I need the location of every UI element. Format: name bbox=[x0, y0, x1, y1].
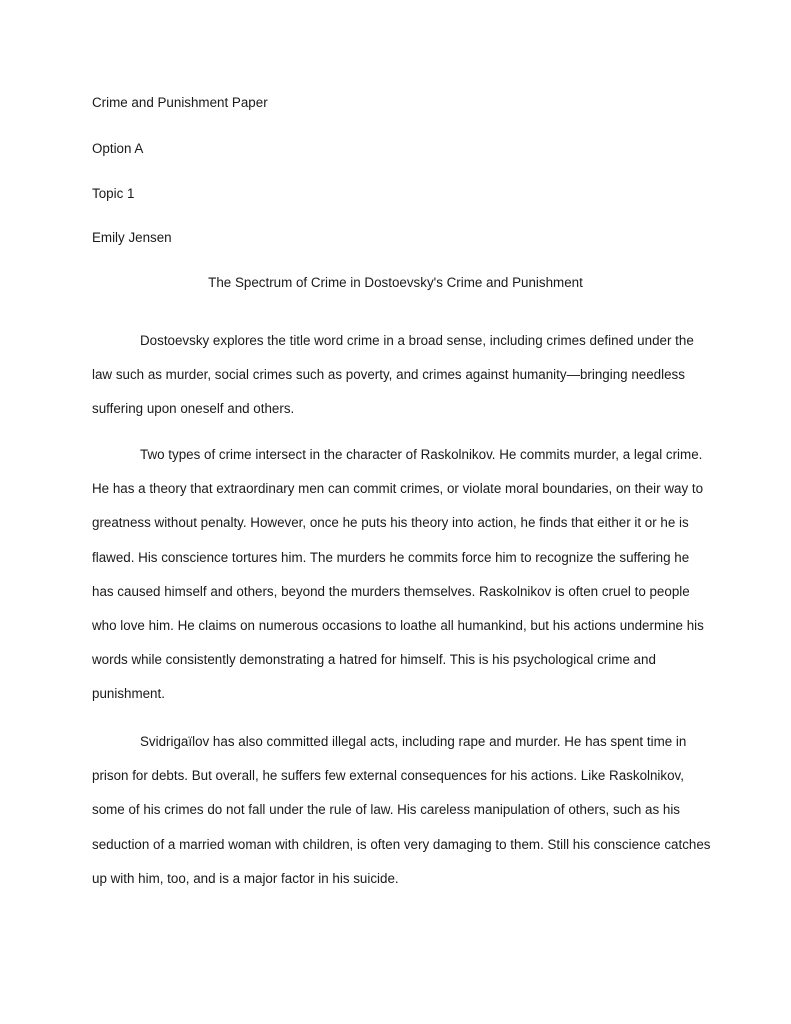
paper-title: The Spectrum of Crime in Dostoevsky's Crime and Punishment bbox=[208, 275, 583, 290]
paragraph-line: Dostoevsky explores the title word crime in a broad sense, including crimes defined under the bbox=[140, 333, 694, 348]
paragraph-line: punishment. bbox=[92, 686, 165, 701]
option-heading: Option A bbox=[92, 141, 144, 156]
paragraph-line: has caused himself and others, beyond the murders themselves. Raskolnikov is often cruel to people bbox=[92, 584, 690, 599]
paragraph-line: words while consistently demonstrating a hatred for himself. This is his psychological crime and bbox=[92, 652, 656, 667]
paragraph-line: flawed. His conscience tortures him. The murders he commits force him to recognize the suffering he bbox=[92, 550, 690, 565]
paragraph-line: seduction of a married woman with children, is often very damaging to them. Still his conscience catches bbox=[92, 837, 711, 852]
paragraph-line: prison for debts. But overall, he suffers few external consequences for his actions. Like Raskolnikov, bbox=[92, 768, 684, 783]
paragraph-line: Two types of crime intersect in the character of Raskolnikov. He commits murder, a legal crime. bbox=[140, 447, 703, 462]
author-name: Emily Jensen bbox=[92, 230, 172, 245]
course-heading: Crime and Punishment Paper bbox=[92, 95, 268, 110]
paragraph-line: some of his crimes do not fall under the rule of law. His careless manipulation of others, such as his bbox=[92, 802, 680, 817]
paragraph-line: greatness without penalty. However, once he puts his theory into action, he finds that either it or he is bbox=[92, 515, 689, 530]
paragraph-line: who love him. He claims on numerous occasions to loathe all humankind, but his actions undermine his bbox=[92, 618, 704, 633]
paragraph-line: suffering upon oneself and others. bbox=[92, 401, 295, 416]
paragraph-line: law such as murder, social crimes such as poverty, and crimes against humanity—bringing needless bbox=[92, 367, 685, 382]
topic-heading: Topic 1 bbox=[92, 186, 135, 201]
paragraph-line: Svidrigaïlov has also committed illegal acts, including rape and murder. He has spent time in bbox=[140, 734, 687, 749]
paragraph-line: He has a theory that extraordinary men can commit crimes, or violate moral boundaries, on their way to bbox=[92, 481, 704, 496]
paragraph-line: up with him, too, and is a major factor in his suicide. bbox=[92, 871, 399, 886]
